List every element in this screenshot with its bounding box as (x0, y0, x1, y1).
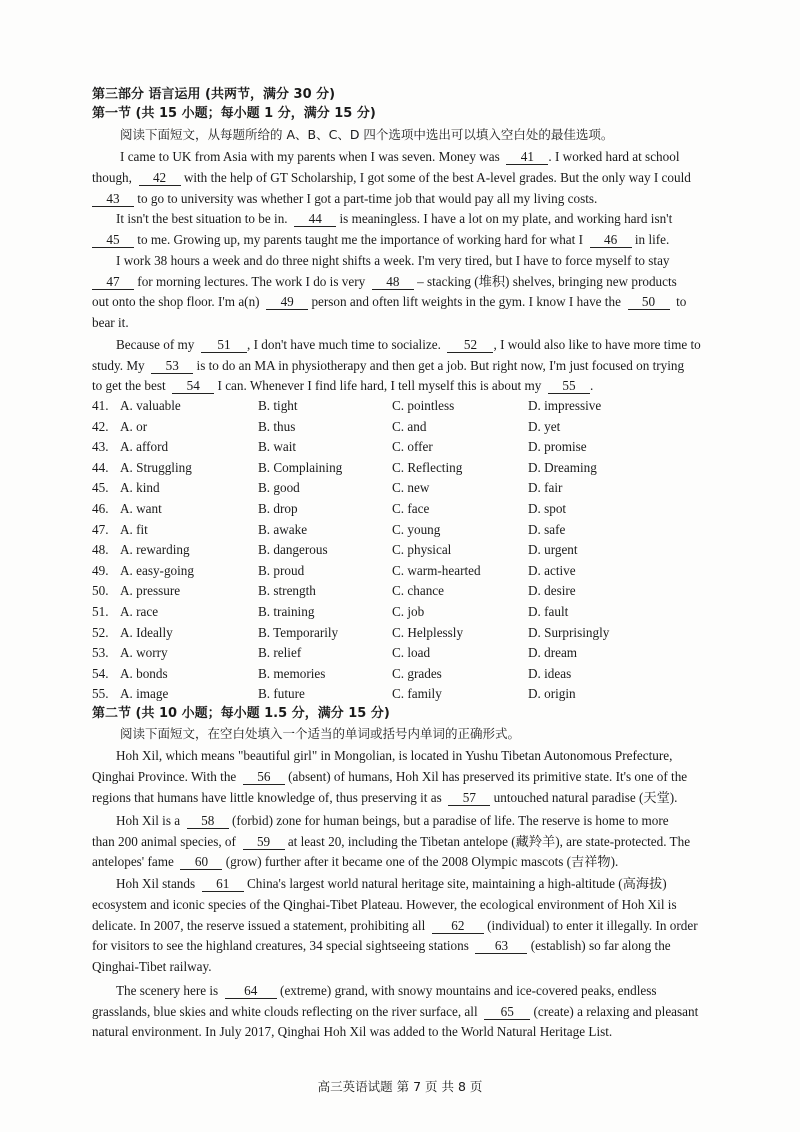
option-d: D. urgent (528, 542, 578, 558)
blank-47: 47 (92, 275, 134, 290)
blank-53: 53 (151, 359, 193, 374)
question-number: 55. (92, 686, 109, 702)
option-a: A. pressure (120, 583, 181, 599)
option-b: B. wait (258, 439, 297, 455)
section1-instruction: 阅读下面短文，从每题所给的 A、B、C、D 四个选项中选出可以填入空白处的最佳选项。 (120, 127, 614, 142)
option-b: B. good (258, 480, 300, 496)
blank-44: 44 (294, 212, 336, 227)
section1-title: 第一节 (共 15 小题；每小题 1 分，满分 15 分) (92, 106, 376, 121)
blank-46: 46 (590, 233, 632, 248)
blank-61: 61 (202, 877, 244, 892)
option-d: D. Surprisingly (528, 624, 610, 640)
question-number: 49. (92, 562, 109, 578)
blank-42: 42 (139, 171, 181, 186)
option-b: B. training (258, 604, 315, 619)
passage-line: though, 42 with the help of GT Scholarship, I got some of the best A-level grades. But the only way I could (92, 170, 691, 185)
option-b: B. tight (258, 398, 298, 413)
blank-55: 55 (548, 379, 590, 394)
question-number: 50. (92, 583, 109, 599)
option-c: C. offer (392, 439, 433, 455)
option-d: D. safe (528, 521, 566, 537)
option-b: B. drop (258, 501, 298, 516)
option-a: A. or (120, 418, 148, 434)
question-number: 54. (92, 665, 109, 681)
passage-line: than 200 animal species, of 59 at least 20, including the Tibetan antelope (藏羚羊), are state-protected. The (92, 834, 691, 849)
option-b: B. Complaining (258, 459, 343, 475)
passage-line: Because of my 51 , I don't have much time to socialize. 52 , I would also like to have more time to (116, 337, 701, 352)
passage-line: grasslands, blue skies and white clouds reflecting on the river surface, all 65 (create) a relaxing and pleasant (92, 1004, 699, 1019)
option-a: A. easy-going (120, 562, 194, 578)
passage-line: It isn't the best situation to be in. 44 is meaningless. I have a lot on my plate, and working hard isn't (116, 211, 673, 226)
blank-41: 41 (506, 150, 548, 165)
passage-line: natural environment. In July 2017, Qinghai Hoh Xil was added to the World Natural Heritage List. (92, 1024, 613, 1039)
blank-48: 48 (372, 275, 414, 290)
passage-line: 43 to go to university was whether I got a part-time job that would pay all my living costs. (92, 190, 597, 208)
option-a: A. kind (120, 480, 160, 496)
option-c: C. job (392, 604, 425, 619)
question-number: 45. (92, 480, 109, 496)
question-number: 51. (92, 604, 109, 619)
option-c: C. grades (392, 665, 442, 681)
passage-line: out onto the shop floor. I'm a(n) 49 person and often lift weights in the gym. I know I have the 50 to (92, 294, 687, 309)
option-b: B. strength (258, 583, 316, 599)
question-number: 46. (92, 501, 109, 516)
passage-line: The scenery here is 64 (extreme) grand, with snowy mountains and ice-covered peaks, endless (116, 983, 657, 998)
passage-line: Hoh Xil stands 61 China's largest world natural heritage site, maintaining a high-altitude (高海拔) (116, 876, 667, 891)
option-b: B. future (258, 686, 305, 702)
option-a: A. Ideally (120, 624, 173, 640)
passage-line: Hoh Xil, which means "beautiful girl" in Mongolian, is located in Yushu Tibetan Autonomous Prefecture, (116, 748, 673, 763)
option-b: B. thus (258, 418, 296, 434)
passage-line: for visitors to see the highland creatures, 34 special sightseeing stations 63 (establish) so far along the (92, 938, 671, 953)
blank-65: 65 (484, 1005, 530, 1020)
option-d: D. ideas (528, 665, 572, 681)
passage-line: Qinghai-Tibet railway. (92, 959, 212, 974)
passage-line: 45 to me. Growing up, my parents taught me the importance of working hard for what I 46 in life. (92, 231, 669, 249)
blank-64: 64 (225, 984, 277, 999)
page-footer: 高三英语试题 第 7 页 共 8 页 (317, 1079, 483, 1094)
passage-line: 47 for morning lectures. The work I do is very 48 – stacking (堆积) shelves, bringing new products (92, 273, 677, 291)
option-c: C. Helplessly (392, 624, 464, 640)
passage-line: I work 38 hours a week and do three night shifts a week. I'm very tired, but I have to force myself to stay (116, 253, 670, 268)
passage-line: Hoh Xil is a 58 (forbid) zone for human beings, but a paradise of life. The reserve is home to more (116, 813, 669, 828)
question-number: 41. (92, 398, 109, 413)
question-number: 44. (92, 459, 109, 475)
option-c: C. young (392, 521, 441, 537)
section2-instruction: 阅读下面短文，在空白处填入一个适当的单词或括号内单词的正确形式。 (120, 726, 521, 741)
option-c: C. face (392, 501, 430, 516)
option-d: D. fault (528, 604, 569, 619)
option-d: D. desire (528, 583, 576, 599)
passage-line: ecosystem and iconic species of the Qinghai-Tibet Plateau. However, the ecological environment of Hoh Xil is (92, 897, 677, 912)
blank-43: 43 (92, 192, 134, 207)
option-a: A. Struggling (120, 459, 192, 475)
option-c: C. pointless (392, 398, 455, 413)
option-c: C. new (392, 480, 430, 496)
question-number: 48. (92, 542, 109, 558)
option-a: A. worry (120, 645, 168, 661)
blank-63: 63 (475, 939, 527, 954)
blank-56: 56 (243, 770, 285, 785)
blank-60: 60 (180, 855, 222, 870)
option-d: D. fair (528, 480, 563, 496)
option-c: C. Reflecting (392, 459, 463, 475)
passage-line: study. My 53 is to do an MA in physiotherapy and then get a job. But right now, I'm just focused on trying (92, 358, 685, 373)
blank-52: 52 (447, 338, 493, 353)
option-c: C. physical (392, 542, 452, 558)
question-number: 43. (92, 439, 109, 455)
question-number: 42. (92, 418, 109, 434)
blank-49: 49 (266, 295, 308, 310)
option-a: A. image (120, 686, 169, 702)
section2-title: 第二节 (共 10 小题；每小题 1.5 分，满分 15 分) (92, 706, 390, 721)
option-b: B. dangerous (258, 542, 328, 558)
question-number: 53. (92, 645, 109, 661)
passage-line: to get the best 54 I can. Whenever I find life hard, I tell myself this is about my 55 . (92, 378, 594, 393)
option-d: D. impressive (528, 398, 602, 413)
blank-62: 62 (432, 919, 484, 934)
option-c: C. chance (392, 583, 444, 599)
blank-50: 50 (628, 295, 670, 310)
option-c: C. family (392, 686, 442, 702)
option-d: D. active (528, 562, 576, 578)
option-d: D. Dreaming (528, 459, 597, 475)
option-c: C. and (392, 418, 427, 434)
option-a: A. want (120, 501, 162, 516)
blank-45: 45 (92, 233, 134, 248)
blank-58: 58 (187, 814, 229, 829)
question-number: 52. (92, 624, 109, 640)
option-a: A. race (120, 604, 159, 619)
option-a: A. afford (120, 439, 169, 455)
blank-59: 59 (243, 835, 285, 850)
option-b: B. Temporarily (258, 624, 339, 640)
option-a: A. fit (120, 521, 148, 537)
passage-line: Qinghai Province. With the 56 (absent) of humans, Hoh Xil has preserved its primitive state. It's one of the (92, 769, 688, 784)
option-d: D. spot (528, 501, 567, 516)
passage-line: I came to UK from Asia with my parents when I was seven. Money was 41 . I worked hard at school (120, 149, 680, 164)
passage-line: delicate. In 2007, the reserve issued a statement, prohibiting all 62 (individual) to enter it illegally. In order (92, 918, 698, 933)
option-d: D. promise (528, 439, 587, 455)
option-c: C. load (392, 645, 431, 661)
option-b: B. awake (258, 521, 308, 537)
option-a: A. valuable (120, 398, 181, 413)
part-title: 第三部分 语言运用 (共两节，满分 30 分) (92, 87, 336, 102)
blank-57: 57 (448, 791, 490, 806)
option-c: C. warm-hearted (392, 562, 481, 578)
option-b: B. memories (258, 665, 326, 681)
option-a: A. rewarding (120, 542, 190, 558)
question-number: 47. (92, 521, 109, 537)
option-d: D. dream (528, 645, 578, 661)
option-b: B. relief (258, 645, 302, 661)
blank-51: 51 (201, 338, 247, 353)
option-b: B. proud (258, 562, 305, 578)
option-d: D. origin (528, 686, 576, 702)
option-d: D. yet (528, 418, 561, 434)
option-a: A. bonds (120, 665, 168, 681)
blank-54: 54 (172, 379, 214, 394)
passage-line: bear it. (92, 315, 129, 330)
passage-line: antelopes' fame 60 (grow) further after it became one of the 2008 Olympic mascots (吉祥物). (92, 854, 619, 869)
passage-line: regions that humans have little knowledge of, thus preserving it as 57 untouched natural paradise (天堂). (92, 790, 678, 805)
